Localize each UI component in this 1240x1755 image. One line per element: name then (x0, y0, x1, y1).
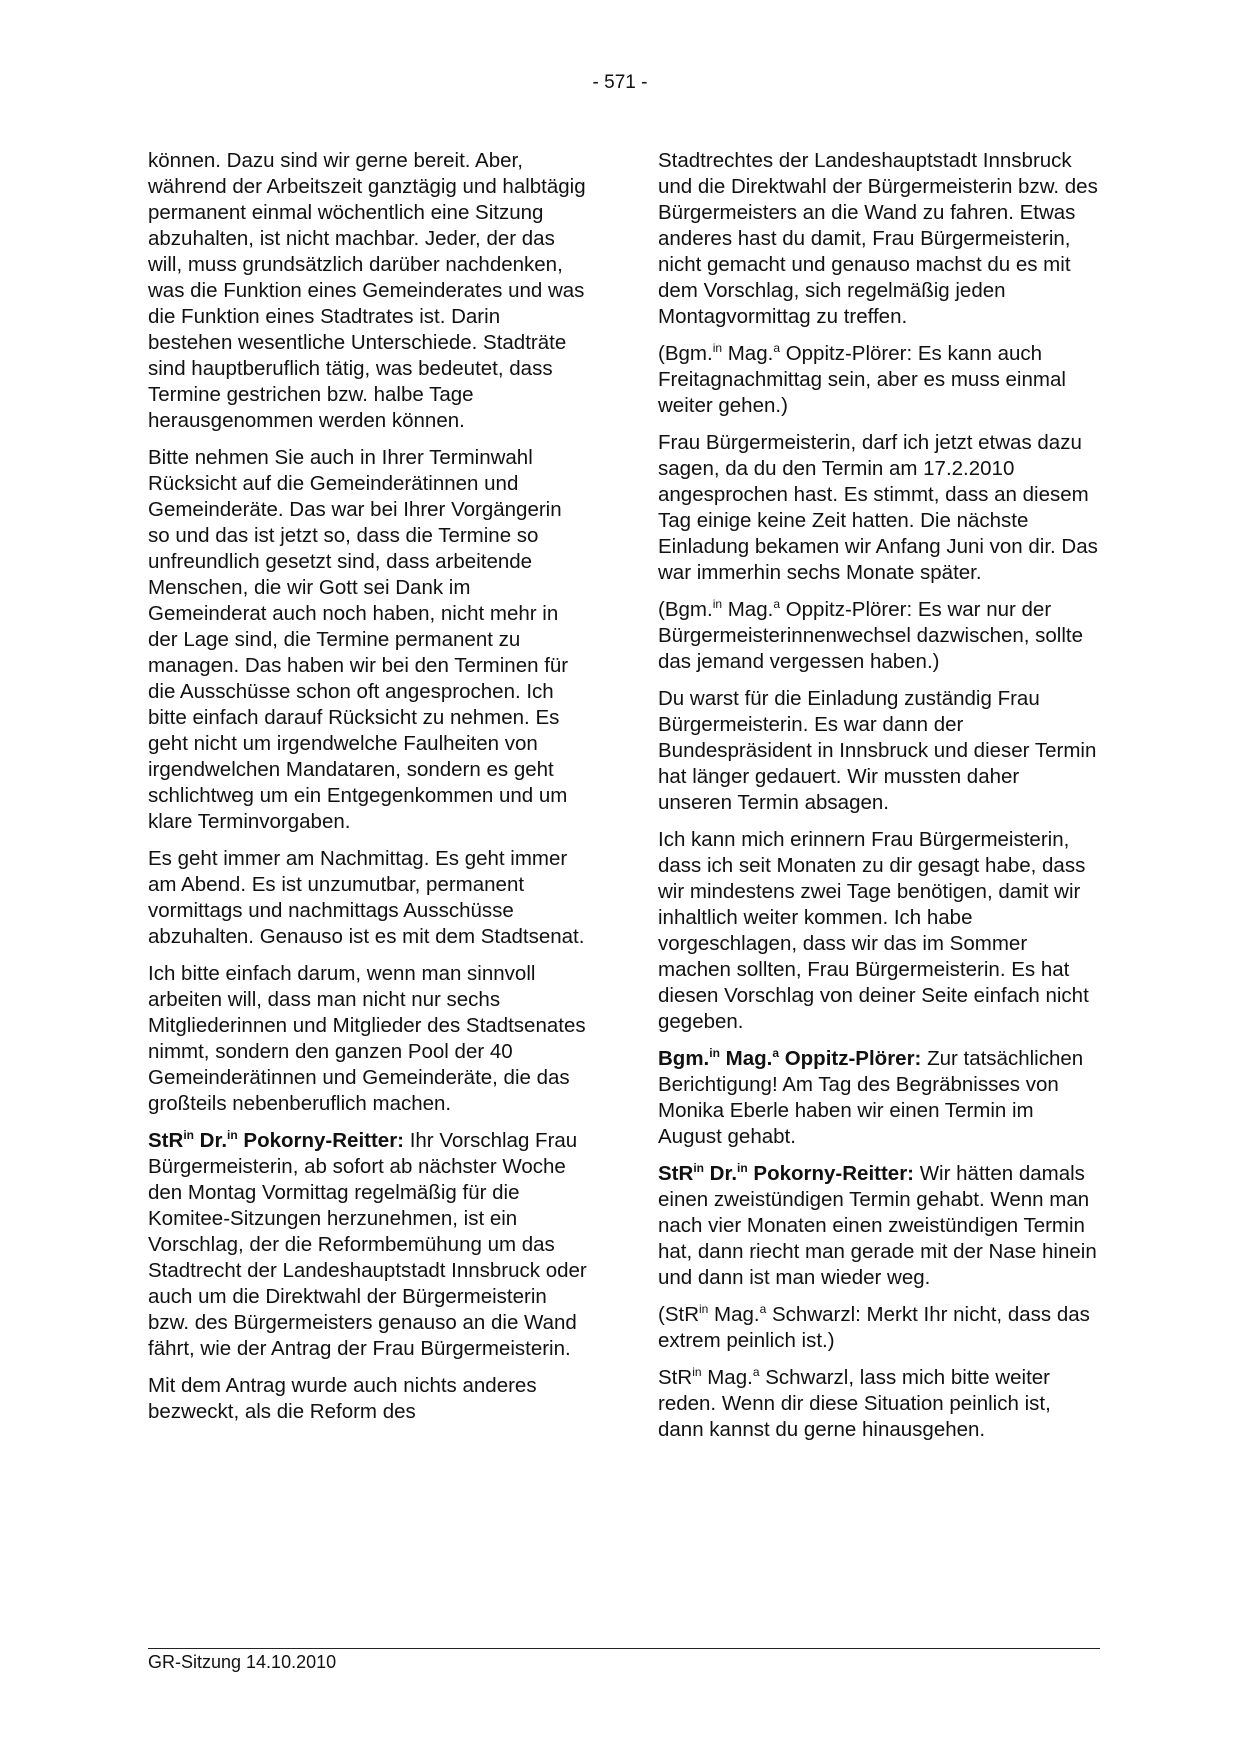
left-column (148, 148, 588, 1436)
right-column (658, 148, 1098, 1454)
speaker-name: StR$^{in}$ Dr.$^{in}$ Pokorny-Reitter: (148, 1128, 405, 1152)
page-number: - 571 - (592, 72, 648, 93)
paragraph: Du warst für die Einladung zuständig Frau Bürgermeisterin. Es war dann der Bundespräsident in Innsbruck und dieser Termin hat länger gedauert. Wir mussten daher unseren Termin absagen. (658, 687, 1097, 814)
paragraph: Ich bitte einfach darum, wenn man sinnvoll arbeiten will, dass man nicht nur sechs Mitgliederinnen und Mitglieder des Stadtsenates nimmt, sondern den ganzen Pool der 40 Gemeinderätinnen und Gemeinderäte, die das großteils nebenberuflich machen. (148, 962, 586, 1115)
speaker-name: Bgm.$^{in}$ Mag.$^a$ Oppitz-Plörer: (658, 1046, 922, 1070)
footer-text: GR-Sitzung 14.10.2010 (148, 1652, 337, 1672)
paragraph: Ich kann mich erinnern Frau Bürgermeisterin, dass ich seit Monaten zu dir gesagt habe, dass wir mindestens zwei Tage benötigen, damit wir inhaltlich weiter kommen. Ich habe vorgeschlagen, dass wir das im Sommer machen sollten, Frau Bürgermeisterin. Es hat diesen Vorschlag von deiner Seite einfach nicht gegeben. (658, 828, 1089, 1033)
interjection: (StR$^{in}$ Mag.$^a$ Schwarzl: Merkt Ihr nicht, dass das extrem peinlich ist.) (658, 1302, 1090, 1352)
speaker-paragraph: StR$^{in}$ Dr.$^{in}$ Pokorny-Reitter: Ihr Vorschlag Frau Bürgermeisterin, ab sofort ab nächster Woche den Montag Vormittag regelmäßig für die Komitee-Sitzungen herzunehmen, ist ein Vorschlag, der die Reformbemühung um das Stadtrecht der Landeshauptstadt Innsbruck oder auch um die Direktwahl der Bürgermeisterin bzw. des Bürgermeisters genauso an die Wand fährt, wie der Antrag der Frau Bürgermeisterin. (148, 1128, 587, 1360)
footer-divider (148, 1648, 1100, 1649)
paragraph: Bitte nehmen Sie auch in Ihrer Terminwahl Rücksicht auf die Gemeinderätinnen und Gemeinderäte. Das war bei Ihrer Vorgängerin so und das ist jetzt so, dass die Termine so unfreundlich gesetzt sind, dass arbeitende Menschen, die wir Gott sei Dank im Gemeinderat auch noch haben, nicht mehr in der Lage sind, die Termine permanent zu managen. Das haben wir bei den Terminen für die Ausschüsse schon oft angesprochen. Ich bitte einfach darauf Rücksicht zu nehmen. Es geht nicht um irgendwelche Faulheiten von irgendwelchen Mandataren, sondern es geht schlichtweg um ein Entgegenkommen und um klare Terminvorgaben. (148, 446, 569, 833)
speaker-paragraph: StR$^{in}$ Dr.$^{in}$ Pokorny-Reitter: Wir hätten damals einen zweistündigen Termin gehabt. Wenn man nach vier Monaten einen zweistündigen Termin hat, dann riecht man gerade mit der Nase hinein und dann ist man wieder weg. (658, 1161, 1097, 1289)
paragraph: können. Dazu sind wir gerne bereit. Aber, während der Arbeitszeit ganztägig und halbtägig permanent einmal wöchentlich eine Sitzung abzuhalten, ist nicht machbar. Jeder, der das will, muss grundsätzlich darüber nachdenken, was die Funktion eines Gemeinderates und was die Funktion eines Stadtrates ist. Darin bestehen wesentliche Unterschiede. Stadträte sind hauptberuflich tätig, was bedeutet, dass Termine gestrichen bzw. halbe Tage herausgenommen werden können. (148, 149, 586, 432)
speaker-name: StR$^{in}$ Dr.$^{in}$ Pokorny-Reitter: (658, 1161, 915, 1185)
interjection: (Bgm.$^{in}$ Mag.$^a$ Oppitz-Plörer: Es kann auch Freitagnachmittag sein, aber es muss einmal weiter gehen.) (658, 341, 1066, 417)
paragraph: StR$^{in}$ Mag.$^a$ Schwarzl, lass mich bitte weiter reden. Wenn dir diese Situation peinlich ist, dann kannst du gerne hinausgehen. (658, 1365, 1051, 1441)
paragraph: Mit dem Antrag wurde auch nichts anderes bezweckt, als die Reform des (148, 1374, 537, 1423)
paragraph: Es geht immer am Nachmittag. Es geht immer am Abend. Es ist unzumutbar, permanent vormittags und nachmittags Ausschüsse abzuhalten. Genauso ist es mit dem Stadtsenat. (148, 847, 585, 948)
speaker-paragraph: Bgm.$^{in}$ Mag.$^a$ Oppitz-Plörer: Zur tatsächlichen Berichtigung! Am Tag des Begräbnisses von Monika Eberle haben wir einen Termin im August gehabt. (658, 1046, 1084, 1148)
paragraph: Stadtrechtes der Landeshauptstadt Innsbruck und die Direktwahl der Bürgermeisterin bzw. des Bürgermeisters an die Wand zu fahren. Etwas anderes hast du damit, Frau Bürgermeisterin, nicht gemacht und genauso machst du es mit dem Vorschlag, sich regelmäßig jeden Montagvormittag zu treffen. (658, 149, 1098, 328)
paragraph: Frau Bürgermeisterin, darf ich jetzt etwas dazu sagen, da du den Termin am 17.2.2010 angesprochen hast. Es stimmt, dass an diesem Tag einige keine Zeit hatten. Die nächste Einladung bekamen wir Anfang Juni von dir. Das war immerhin sechs Monate später. (658, 431, 1098, 584)
interjection: (Bgm.$^{in}$ Mag.$^a$ Oppitz-Plörer: Es war nur der Bürgermeisterinnenwechsel dazwischen, sollte das jemand vergessen haben.) (658, 597, 1084, 673)
